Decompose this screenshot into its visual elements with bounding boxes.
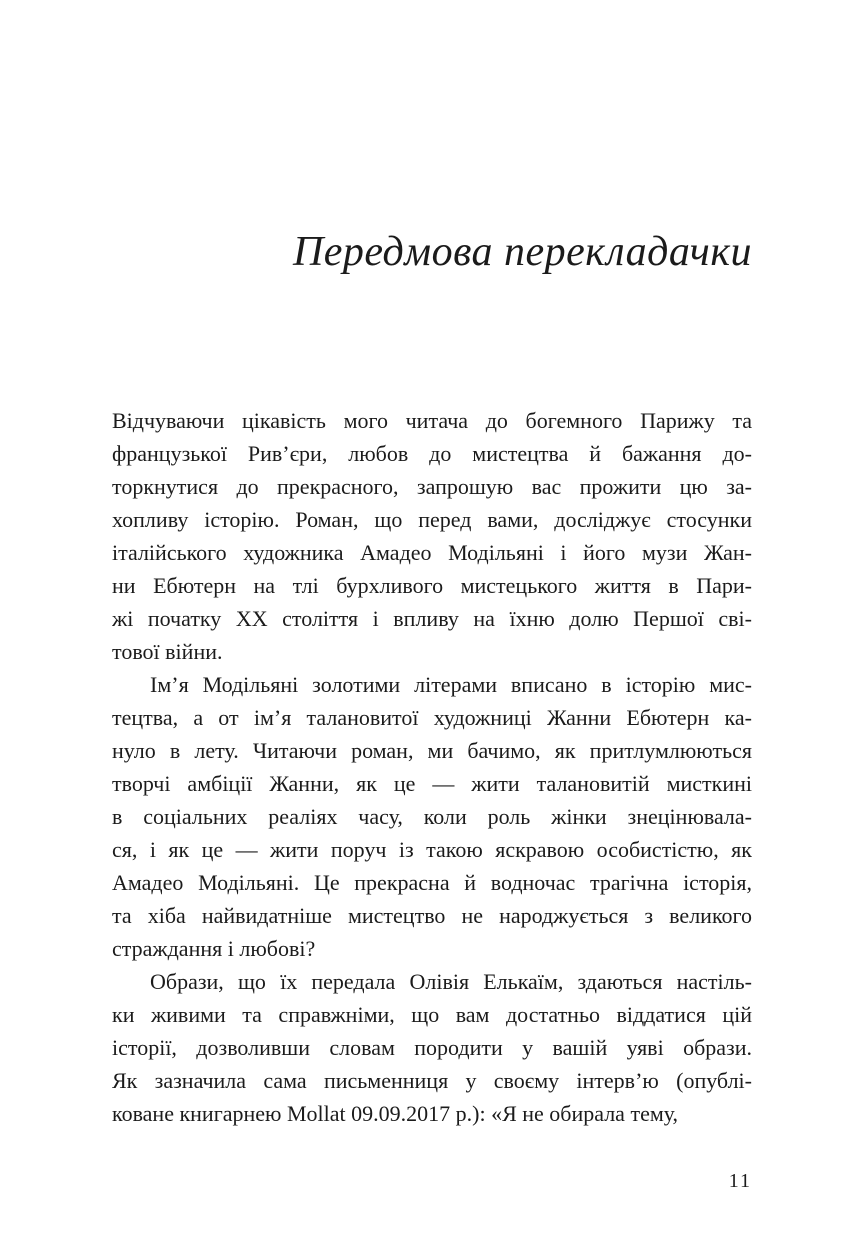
paragraph [112,965,752,1130]
text-line: Амадео Модільяні. Це прекрасна й водночас трагічна історія, [112,870,752,895]
paragraph [112,668,752,965]
text-line: коване книгарнею Mollat 09.09.2017 р.): «Я не обирала тему, [112,1101,679,1126]
text-line: історії, дозволивши словам породити у вашій уяві образи. [112,1035,752,1060]
text-line: тової війни. [112,639,223,664]
text-line: Як зазначила сама письменниця у своєму інтерв’ю (опублі- [112,1068,752,1093]
text-line: Образи, що їх передала Олівія Елькаїм, здаються настіль- [150,969,752,994]
body-text [112,404,752,1130]
chapter-heading: Передмова перекладачки [292,229,752,275]
page-number: 11 [728,1170,752,1192]
text-line: жі початку XX століття і впливу на їхню долю Першої сві- [112,606,752,631]
text-line: італійського художника Амадео Модільяні і його музи Жан- [112,540,752,565]
text-line: нуло в лету. Читаючи роман, ми бачимо, як притлумлюються [112,738,752,763]
text-line: в соціальних реаліях часу, коли роль жінки знецінювала- [112,804,752,829]
text-line: ки живими та справжніми, що вам достатньо віддатися цій [112,1002,752,1027]
text-line: та хіба найвидатніше мистецтво не народжується з великого [112,903,752,928]
text-line: страждання і любові? [112,936,316,961]
text-line: Ім’я Модільяні золотими літерами вписано в історію мис- [150,672,752,697]
text-line: французької Рив’єри, любов до мистецтва й бажання до- [112,441,752,466]
text-line: ся, і як це — жити поруч із такою яскравою особистістю, як [112,837,752,862]
text-line: хопливу історію. Роман, що перед вами, досліджує стосунки [112,507,752,532]
text-line: торкнутися до прекрасного, запрошую вас прожити цю за- [112,474,752,499]
text-line: Відчуваючи цікавість мого читача до богемного Парижу та [112,408,752,433]
paragraph [112,404,752,668]
text-line: тецтва, а от ім’я талановитої художниці Жанни Ебютерн ка- [112,705,752,730]
text-line: ни Ебютерн на тлі бурхливого мистецького життя в Пари- [112,573,752,598]
text-line: творчі амбіції Жанни, як це — жити талановитій мисткині [112,771,752,796]
